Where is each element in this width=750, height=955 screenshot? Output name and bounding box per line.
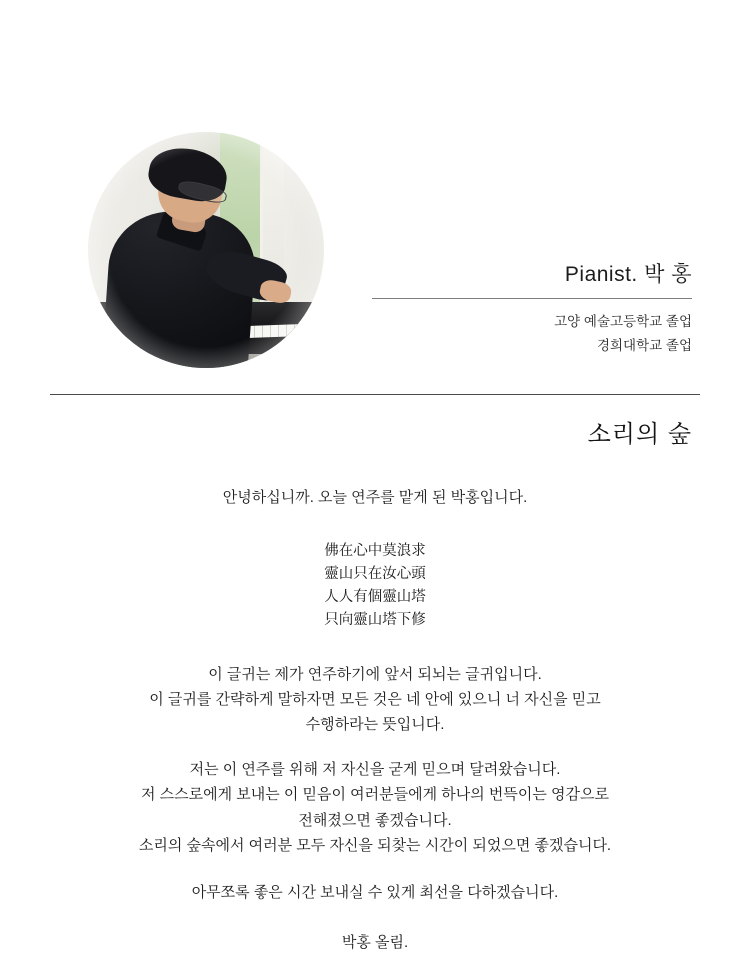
performer-identity: [372, 258, 692, 357]
paragraph-two: [55, 757, 695, 858]
poem-line: 人人有個靈山塔: [324, 588, 426, 605]
signature-text: 박홍 올림.: [341, 934, 409, 952]
education-list: [372, 310, 692, 357]
greeting-text: 안녕하십니까. 오늘 연주를 맡게 된 박홍입니다.: [222, 489, 528, 506]
education-item: 경희대학교 졸업: [596, 337, 692, 353]
section-divider: [50, 394, 700, 395]
education-item: 고양 예술고등학교 졸업: [554, 314, 692, 329]
performer-name: Pianist. 박 홍: [564, 263, 692, 286]
closing-text: 아무쪼록 좋은 시간 보내실 수 있게 최선을 다하겠습니다.: [191, 883, 559, 901]
poem-block: [55, 540, 695, 632]
paragraph-line: 수행하라는 뜻입니다.: [305, 716, 445, 733]
paragraph-one: [55, 662, 695, 738]
paragraph-line: 저는 이 연주를 위해 저 자신을 굳게 믿으며 달려왔습니다.: [189, 761, 561, 779]
paragraph-line: 전해졌으면 좋겠습니다.: [298, 811, 452, 829]
name-underline-divider: [372, 298, 692, 299]
poem-line: 佛在心中莫浪求: [324, 543, 426, 559]
paragraph-line: 저 스스로에게 보내는 이 믿음이 여러분들에게 하나의 번뜩이는 영감으로: [140, 786, 610, 804]
profile-header: [0, 0, 750, 380]
portrait-image: [88, 132, 324, 368]
paragraph-line: 이 글귀를 간략하게 말하자면 모든 것은 네 안에 있으니 너 자신을 믿고: [149, 690, 601, 708]
pianist-portrait-photo: [88, 132, 324, 368]
program-title: 소리의 숲: [587, 421, 692, 448]
poem-line: 只向靈山塔下修: [324, 611, 426, 628]
paragraph-line: 소리의 숲속에서 여러분 모두 자신을 되찾는 시간이 되었으면 좋겠습니다.: [138, 836, 612, 854]
circular-photo-vignette: [88, 132, 324, 368]
program-note-body: [55, 486, 695, 955]
poem-line: 靈山只在汝心頭: [324, 565, 426, 582]
paragraph-line: 이 글귀는 제가 연주하기에 앞서 되뇌는 글귀입니다.: [208, 665, 542, 683]
